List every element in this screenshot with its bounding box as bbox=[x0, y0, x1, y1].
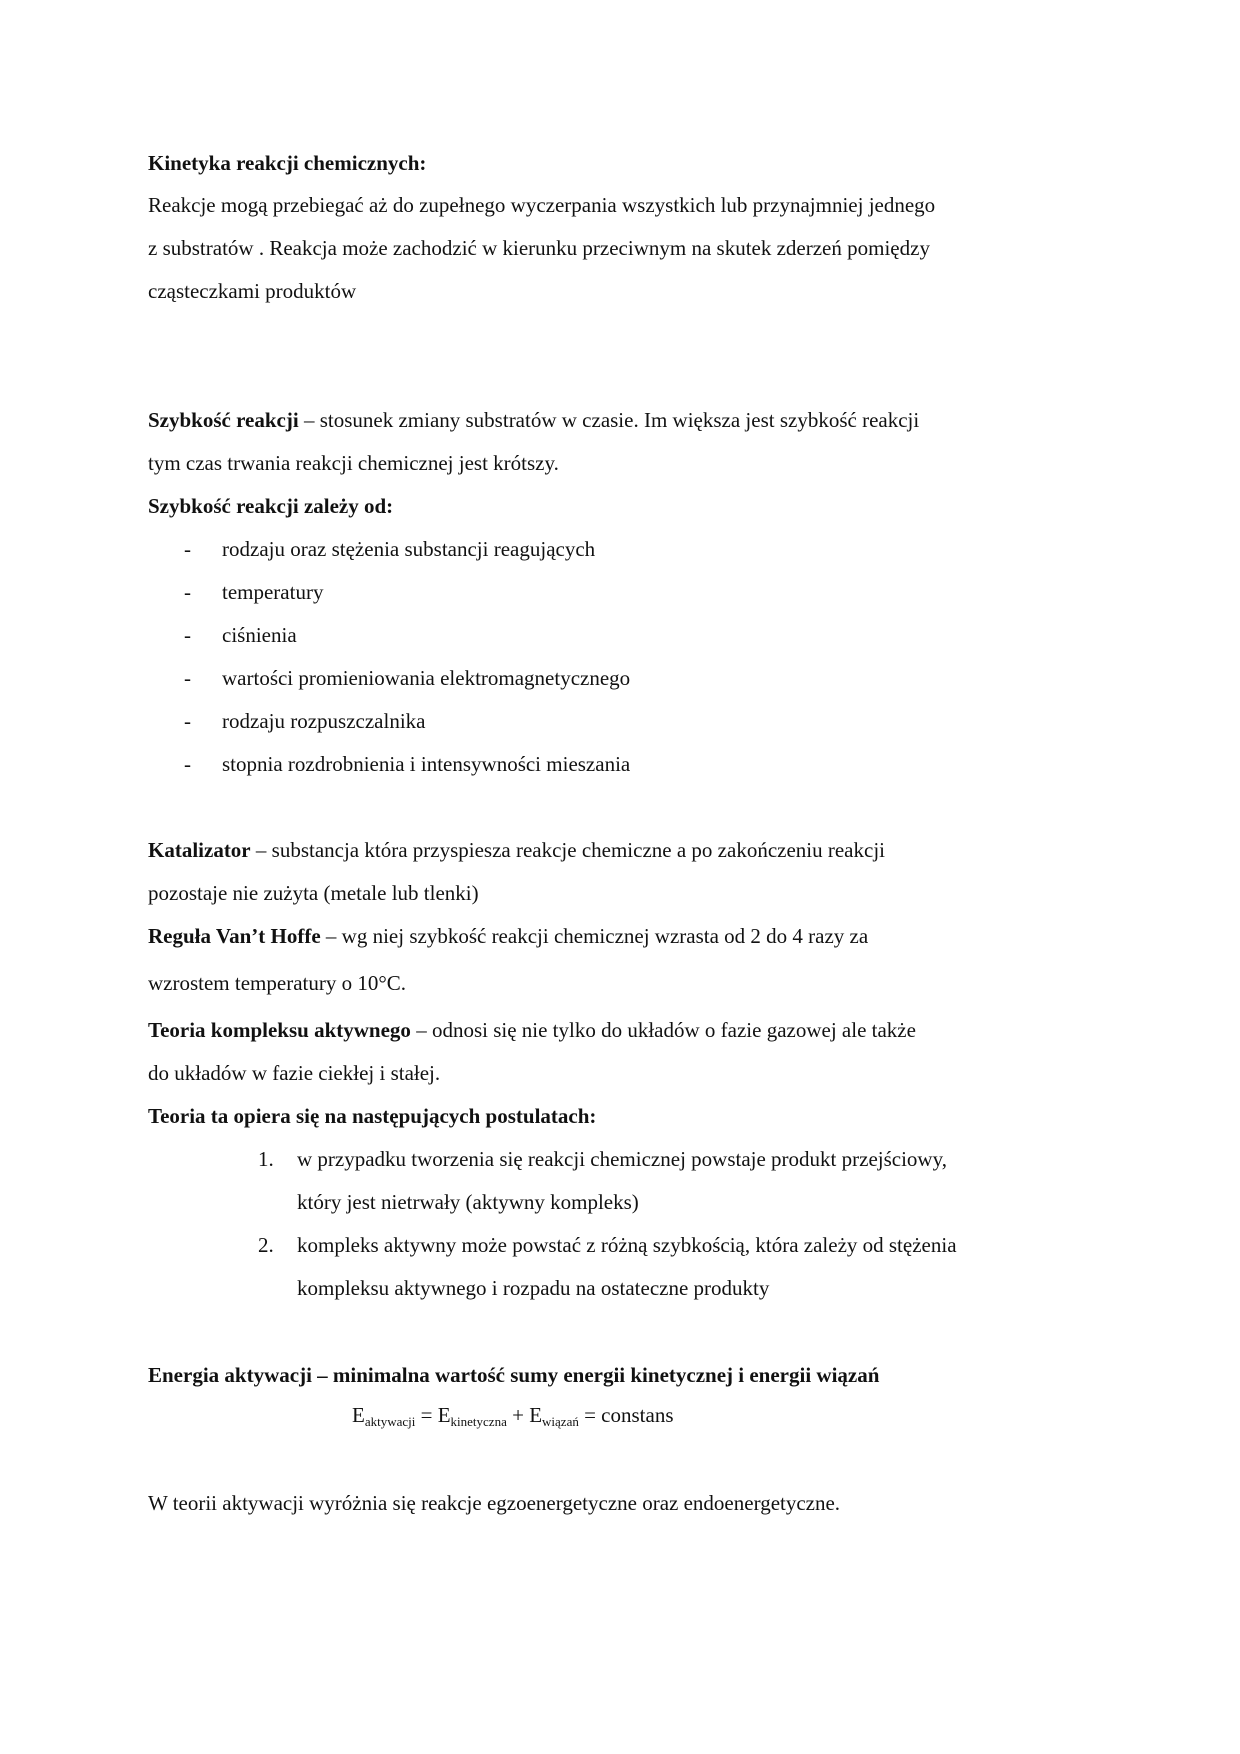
activation-formula: $E_{aktywacji} = E_{kinetyczna} + E_{wiązań}$ = constans bbox=[352, 1403, 674, 1429]
bullet-marker: - bbox=[184, 709, 191, 733]
rate-definition bbox=[148, 410, 919, 431]
bullet-marker: - bbox=[184, 537, 191, 561]
intro-line-3: cząsteczkami produktów bbox=[148, 279, 357, 303]
complex-term: Teoria kompleksu aktywnego bbox=[148, 1018, 411, 1042]
intro-line-2: z substratów . Reakcja może zachodzić w kierunku przeciwnym na skutek zderzeń pomiędzy bbox=[148, 236, 930, 260]
depends-heading: Szybkość reakcji zależy od: bbox=[148, 494, 394, 518]
rate-definition-text: – stosunek zmiany substratów w czasie. Im większa jest szybkość reakcji bbox=[298, 408, 920, 432]
rate-term: Szybkość reakcji bbox=[148, 408, 299, 432]
intro-line-1: Reakcje mogą przebiegać aż do zupełnego wyczerpania wszystkich lub przynajmniej jednego bbox=[148, 193, 936, 217]
bullet-marker: - bbox=[184, 752, 191, 776]
list-number: 2. bbox=[258, 1233, 274, 1257]
bullet-marker: - bbox=[184, 666, 191, 690]
vant-hoff-definition-line-2: wzrostem temperatury o 10°C. bbox=[148, 971, 406, 995]
bullet-marker: - bbox=[184, 580, 191, 604]
postulates-heading: Teoria ta opiera się na następujących postulatach: bbox=[148, 1104, 597, 1128]
list-number: 1. bbox=[258, 1147, 274, 1171]
vant-hoff-definition: Reguła Van’t Hoffe – wg niej szybkość reakcji chemicznej wzrasta od 2 do 4 razy za bbox=[148, 924, 869, 948]
document-page: Kinetyka reakcji chemicznych: Reakcje mogą przebiegać aż do zupełnego wyczerpania wszystkich lub przynajmniej jednego z substratów . Reakcja może zachodzić w kierunku przeciwnym na skutek zderzeń pomiędzy cząsteczkami produktów Szybkość reakcji – stosunek zmiany substratów w czasie. Im większa jest szybkość reakcji tym czas trwania reakcji chemicznej jest krótszy. Szybkość reakcji zależy od: - rodzaju oraz stężenia substancji reagujących - temperatury - ciśnienia - wartości promieniowania elektromagnetycznego - rodzaju rozpuszczalnika - stopnia rozdrobnienia i intensywności mieszania Katalizator – substancja która przyspiesza reakcje chemiczne a po zakończeniu reakcji pozostaje nie zużyta (metale lub tlenki) Reguła Van’t Hoffe – wg niej szybkość reakcji chemicznej wzrasta od 2 do 4 razy za wzrostem temperatury o 10°C. Teoria kompleksu aktywnego – odnosi się nie tylko do układów o fazie gazowej ale także do układów w fazie ciekłej i stałej. Teoria ta opiera się na następujących postulatach: 1. w przypadku tworzenia się reakcji chemicznej powstaje produkt przejściowy, który jest nietrwały (aktywny kompleks) 2. kompleks aktywny może powstać z różną szybkością, która zależy od stężenia kompleksu aktywnego i rozpadu na ostateczne produkty Energia aktywacji – minimalna wartość sumy energii kinetycznej i energii wiązań $E_{aktywacji} = E_{kinetyczna} + E_{wiązań}$ = constans W teorii aktywacji wyróżnia się reakcje egzoenergetyczne oraz endoenergetyczne. bbox=[148, 151, 957, 1515]
closing-paragraph: W teorii aktywacji wyróżnia się reakcje egzoenergetyczne oraz endoenergetyczne. bbox=[148, 1491, 841, 1515]
catalyst-definition: Katalizator – substancja która przyspiesza reakcje chemiczne a po zakończeniu reakcji bbox=[148, 838, 885, 862]
complex-definition-line-2: do układów w fazie ciekłej i stałej. bbox=[148, 1061, 441, 1085]
bullet-marker: - bbox=[184, 623, 191, 647]
catalyst-term: Katalizator bbox=[148, 838, 251, 862]
catalyst-definition-line-2: pozostaje nie zużyta (metale lub tlenki) bbox=[148, 881, 479, 905]
activation-heading: Energia aktywacji – minimalna wartość sumy energii kinetycznej i energii wiązań bbox=[148, 1363, 880, 1387]
rate-definition-line-2: tym czas trwania reakcji chemicznej jest krótszy. bbox=[148, 451, 559, 475]
vant-hoff-term: Reguła Van’t Hoffe bbox=[148, 924, 321, 948]
complex-definition: Teoria kompleksu aktywnego – odnosi się nie tylko do układów o fazie gazowej ale także bbox=[148, 1018, 916, 1042]
document-title: Kinetyka reakcji chemicznych: bbox=[148, 151, 427, 175]
